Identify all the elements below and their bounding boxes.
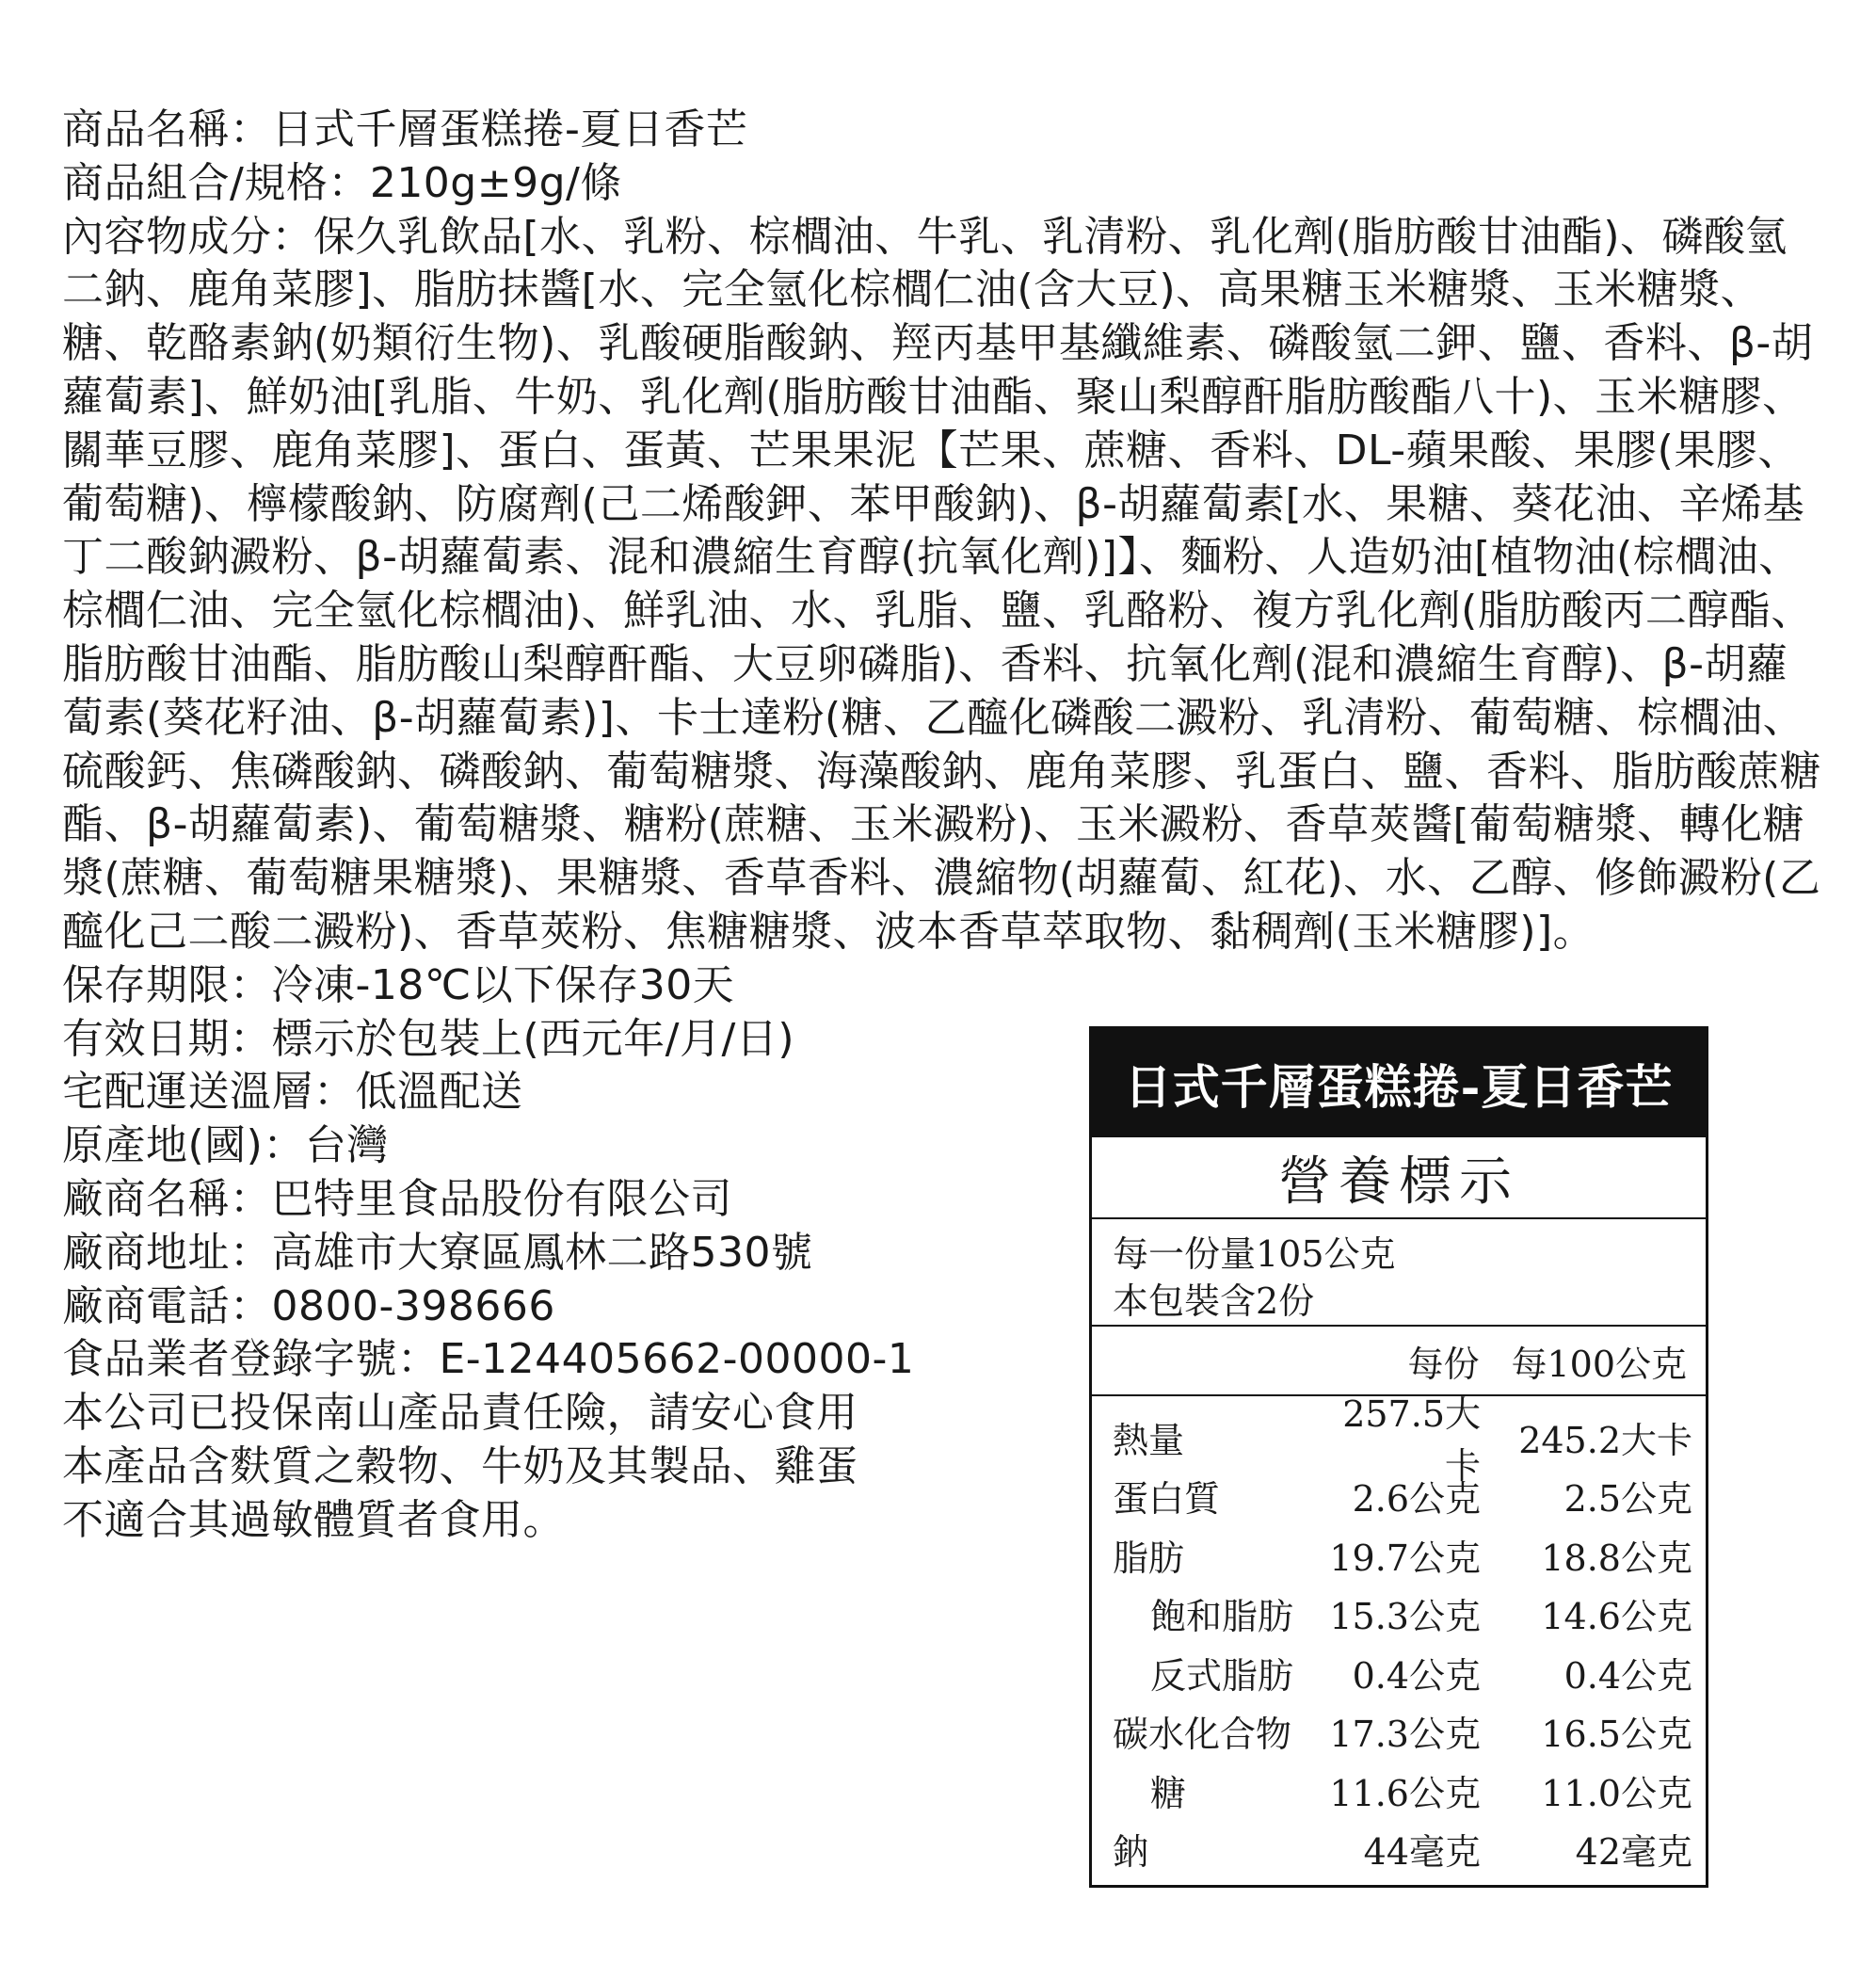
nutrient-per-100g: 245.2大卡 — [1518, 1419, 1692, 1461]
nutrient-name: 反式脂肪 — [1150, 1654, 1294, 1697]
nutrient-row-sugar — [1092, 1761, 1706, 1820]
registration-number: 食品業者登錄字號：E-124405662-00000-1 — [62, 1335, 915, 1384]
nutrient-per-serving: 0.4公克 — [1352, 1654, 1481, 1697]
col-per-serving: 每份 — [1407, 1343, 1480, 1385]
nutrient-per-serving: 17.3公克 — [1329, 1714, 1481, 1756]
delivery-temperature: 宅配運送溫層：低溫配送 — [62, 1068, 523, 1117]
nutrient-name: 脂肪 — [1113, 1537, 1185, 1579]
nutrient-per-serving: 2.6公克 — [1352, 1478, 1481, 1521]
country-of-origin: 原產地(國)：台灣 — [62, 1121, 389, 1170]
allergen-note: 本產品含麩質之穀物、牛奶及其製品、雞蛋 — [62, 1441, 858, 1490]
nutrient-name: 碳水化合物 — [1113, 1714, 1292, 1756]
nutrient-row-carbohydrate — [1092, 1702, 1706, 1762]
nutrient-per-100g: 18.8公克 — [1541, 1537, 1692, 1579]
expiry-date: 有效日期：標示於包裝上(西元年/月/日) — [62, 1014, 794, 1063]
nutrient-name: 鈉 — [1113, 1831, 1149, 1874]
col-per-100g: 每100公克 — [1511, 1343, 1687, 1385]
nutrient-per-100g: 11.0公克 — [1541, 1772, 1692, 1814]
nutrient-per-serving: 44毫克 — [1363, 1831, 1481, 1874]
manufacturer-phone: 廠商電話：0800-398666 — [62, 1281, 555, 1330]
insurance-note: 本公司已投保南山產品責任險，請安心食用 — [62, 1389, 858, 1438]
nutrient-row-saturated-fat — [1092, 1585, 1706, 1644]
allergen-warning: 不適合其過敏體質者食用。 — [62, 1495, 565, 1544]
nutrition-rows — [1092, 1393, 1706, 1878]
nutrient-per-100g: 42毫克 — [1575, 1831, 1692, 1874]
nutrient-per-100g: 16.5公克 — [1541, 1714, 1692, 1756]
nutrient-per-100g: 2.5公克 — [1563, 1478, 1692, 1521]
serving-size: 每一份量105公克 — [1113, 1233, 1396, 1275]
nutrient-name: 糖 — [1150, 1772, 1187, 1814]
nutrient-per-serving: 257.5大卡 — [1342, 1393, 1481, 1488]
nutrient-row-energy — [1092, 1393, 1706, 1488]
nutrient-row-fat — [1092, 1525, 1706, 1585]
nutrient-per-100g: 14.6公克 — [1541, 1596, 1692, 1638]
serving-info — [1092, 1219, 1706, 1327]
nutrient-row-sodium — [1092, 1820, 1706, 1879]
nutrition-facts-panel — [1089, 1026, 1708, 1888]
product-spec: 商品組合/規格：210g±9g/條 — [62, 158, 622, 207]
nutrition-heading: 營養標示 — [1092, 1137, 1706, 1219]
nutrient-per-serving: 15.3公克 — [1329, 1596, 1481, 1638]
servings-per-package: 本包裝含2份 — [1113, 1280, 1315, 1322]
nutrient-per-serving: 19.7公克 — [1329, 1537, 1481, 1579]
ingredients-text: 內容物成分：保久乳飲品[水、乳粉、棕櫚油、牛乳、乳清粉、乳化劑(脂肪酸甘油酯)、磷酸氫二鈉、鹿角菜膠]、脂肪抹醬[水、完全氫化棕櫚仁油(含大豆)、高果糖玉米糖漿、玉米糖漿、糖、乾酪素鈉(奶類衍生物)、乳酸硬脂酸鈉、羥丙基甲基纖維素、磷酸氫二鉀、鹽、香料、β-胡蘿蔔素]、鮮奶油[乳脂、牛奶、乳化劑(脂肪酸甘油酯、聚山梨醇酐脂肪酸酯八十)、玉米糖膠、關華豆膠、鹿角菜膠]、蛋白、蛋黃、芒果果泥【芒果、蔗糖、香料、DL-蘋果酸、果膠(果膠、葡萄糖)、檸檬酸鈉、防腐劑(己二烯酸鉀、苯甲酸鈉)、β-胡蘿蔔素[水、果糖、葵花油、辛烯基丁二酸鈉澱粉、β-胡蘿蔔素、混和濃縮生育醇(抗氧化劑)]】、麵粉、人造奶油[植物油(棕櫚油、棕櫚仁油、完全氫化棕櫚油)、鮮乳油、水、乳脂、鹽、乳酪粉、複方乳化劑(脂肪酸丙二醇酯、脂肪酸甘油酯、脂肪酸山梨醇酐酯、大豆卵磷脂)、香料、抗氧化劑(混和濃縮生育醇)、β-胡蘿蔔素(葵花籽油、β-胡蘿蔔素)]、卡士達粉(糖、乙醯化磷酸二澱粉、乳清粉、葡萄糖、棕櫚油、硫酸鈣、焦磷酸鈉、磷酸鈉、葡萄糖漿、海藻酸鈉、鹿角菜膠、乳蛋白、鹽、香料、脂肪酸蔗糖酯、β-胡蘿蔔素)、葡萄糖漿、糖粉(蔗糖、玉米澱粉)、玉米澱粉、香草莢醬[葡萄糖漿、轉化糖漿(蔗糖、葡萄糖果糖漿)、果糖漿、香草香料、濃縮物(胡蘿蔔、紅花)、水、乙醇、修飾澱粉(乙醯化己二酸二澱粉)、香草莢粉、焦糖糖漿、波本香草萃取物、黏稠劑(玉米糖膠)]。 — [62, 212, 1821, 956]
nutrient-name: 飽和脂肪 — [1150, 1596, 1294, 1638]
nutrient-row-trans-fat — [1092, 1643, 1706, 1702]
nutrient-name: 蛋白質 — [1113, 1478, 1221, 1521]
nutrient-per-100g: 0.4公克 — [1563, 1654, 1692, 1697]
shelf-life: 保存期限：冷凍-18℃以下保存30天 — [62, 960, 735, 1009]
nutrient-row-protein — [1092, 1467, 1706, 1526]
nutrient-name: 熱量 — [1113, 1419, 1185, 1461]
manufacturer-address: 廠商地址：高雄市大寮區鳳林二路530號 — [62, 1228, 813, 1277]
nutrition-product-title: 日式千層蛋糕捲-夏日香芒 — [1092, 1029, 1706, 1137]
product-name: 商品名稱：日式千層蛋糕捲-夏日香芒 — [62, 105, 748, 153]
manufacturer-name: 廠商名稱：巴特里食品股份有限公司 — [62, 1174, 732, 1223]
nutrient-per-serving: 11.6公克 — [1329, 1772, 1481, 1814]
